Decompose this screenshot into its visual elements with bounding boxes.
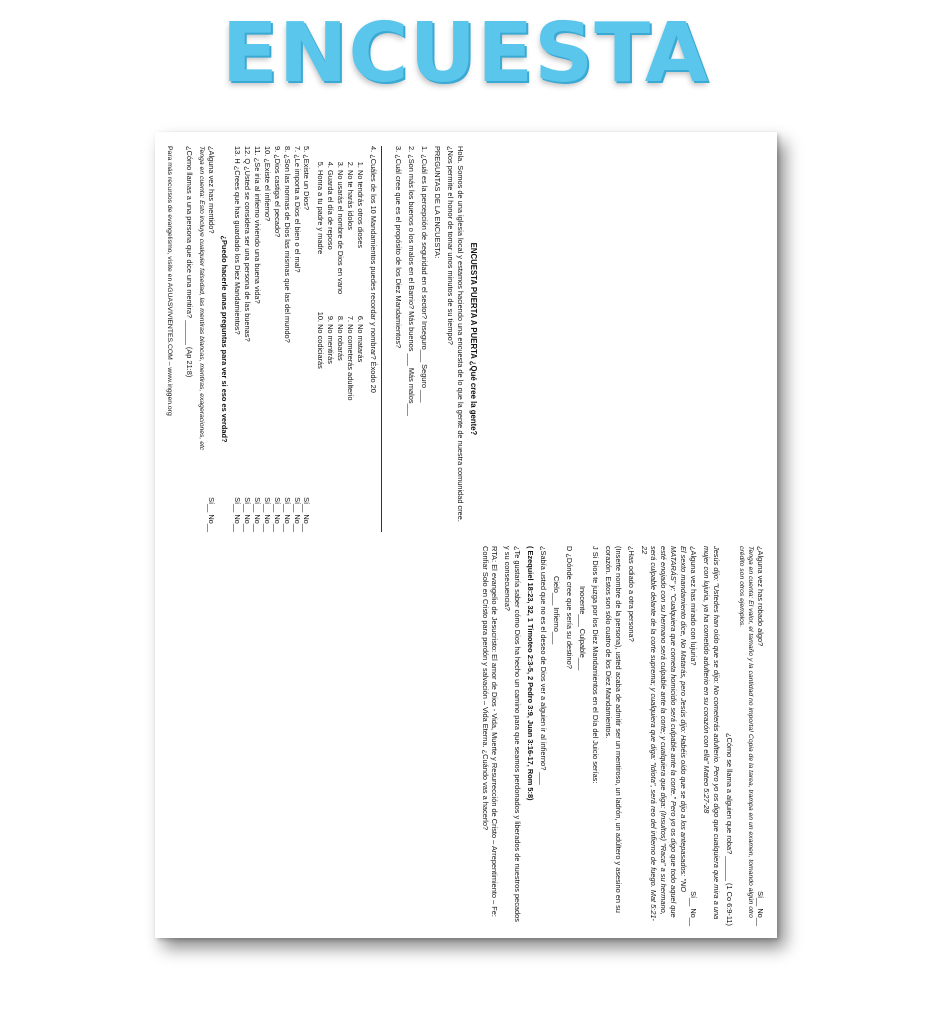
- yes-no-question: 9. ¿Dios castiga el pecado?: [272, 146, 282, 238]
- judge-answer: Inocente___ Culpable___: [577, 586, 587, 671]
- yes-no-row: [262, 146, 272, 532]
- yes-no-answer: Sí__ No__: [272, 497, 282, 532]
- gospel-answer: RTA: El evangelio de Jesucristo: El amor de Dios - Vida, Muerte y Resurrección de Cristo – Arrepentimiento – Fe: Confiar Solo en Cristo para perdón y salvación – Vida Eterna. ¿Cuándo vas a hacerlo?: [480, 546, 500, 917]
- lie-answer: Sí__ No__: [207, 497, 217, 532]
- lust-question: ¿Alguna vez has mirado con lujuria?: [689, 546, 699, 666]
- yes-no-answer: Sí__ No__: [282, 497, 292, 532]
- commandments-second: [316, 312, 366, 400]
- commandment-item: 7. No cometerás adulterio: [345, 324, 355, 400]
- yes-no-answer: Sí__ No__: [262, 497, 272, 532]
- lust-answer: Sí__ No__: [689, 891, 699, 926]
- commandments-list: [316, 158, 366, 532]
- yes-no-row: [282, 146, 292, 532]
- question-4: 4. ¿Cuáles de los 10 Mandamientos puedes recordar y nombrar? Éxodo 20: [369, 146, 379, 393]
- yes-no-question: 5. ¿Existe un Dios?: [302, 146, 312, 211]
- question-1: 1. ¿Cuál es la percepción de seguridad en el sector? Inseguro___ Seguro ___: [419, 146, 429, 403]
- yes-no-answer: Sí__ No__: [292, 497, 302, 532]
- yes-no-question: 13. H ¿Crees que has guardado los Diez Mandamientos?: [233, 146, 243, 335]
- yes-no-row: [302, 146, 312, 532]
- yes-no-question: 10. ¿Existe el infierno?: [262, 146, 272, 222]
- ask-permission: ¿Puedo hacerle unas preguntas para ver si eso es verdad?: [220, 235, 230, 443]
- survey-page-right: [465, 546, 765, 926]
- commandment-item: 6. No matarás: [355, 324, 365, 400]
- thief-question: ¿Cómo se llama a alguien que roba? ______ (1 Co 6:9-11): [724, 733, 734, 926]
- survey-intro: Hola. Somos de una iglesia local y estamos haciendo una encuesta de lo que la gente de nuestra comunidad cree. ¿Nos permite el honor de tomar unos minutos de su tiempo?: [445, 146, 465, 522]
- commandment-item: 8. No robarás: [335, 324, 345, 400]
- yes-no-answer: Sí__ No__: [252, 497, 262, 532]
- destiny-answer: Cielo___ Infierno___: [552, 576, 562, 645]
- yes-no-answer: Sí__ No__: [242, 497, 252, 532]
- lie-question: ¿Alguna vez has mentido?: [207, 146, 217, 234]
- yes-no-question: 11. ¿Se iría al infierno viviendo una buena vida?: [252, 146, 262, 304]
- god-wish-question: ¿Sabía usted que no es el deseo de Dios ver a alguien ir al infierno? ___: [539, 546, 549, 785]
- yes-no-question: 8. ¿Son las normas de Dios las mismas que las del mundo?: [282, 146, 292, 343]
- commandments-first: [316, 158, 366, 294]
- answer-line: [381, 146, 390, 532]
- yes-no-row: [242, 146, 252, 532]
- commandment-item: 10. No codiciarás: [316, 324, 326, 400]
- lust-question-row: [688, 546, 698, 926]
- banner-title: ENCUESTA: [221, 6, 710, 101]
- question-2: 2. ¿Son más los buenos o los malos en el Barrio? Más buenos ___ Más malos___: [406, 146, 416, 416]
- lie-note: Tenga en cuenta: Esto incluye cualquier falsedad, las mentiras blancas, mentiras, exageraciones, etc: [198, 146, 206, 451]
- footer-resources: Para más recursos de evangelismo, visite en AGUASVIVIENTES.COM – www.inggen.org: [166, 146, 174, 416]
- commandment-item: 3. No usarás el nombre de Dios en vano: [335, 170, 345, 294]
- commandment-item: 4. Guarda el día de reposo: [325, 170, 335, 294]
- bible-references: ( Ezequiel 18:23, 32, 1 Timoteo 2:3-5, 2 Pedro 3:9, Juan 3:16-17, Rom 5:8): [526, 546, 536, 801]
- question-3: 3. ¿Cuál cree que es el propósito de los Diez Mandamientos?: [393, 146, 403, 349]
- jesus-quote: Jesús dijo: "Ustedes han oído que se dijo: No cometerás adulterio. Pero yo os digo que cualquiera que mira a una mujer con lujuria, ya ha cometido adulterio en su corazón con ella" Mateo 5:27-28: [702, 546, 721, 920]
- yes-no-row: [252, 146, 262, 532]
- commandment-item: 5. Honra a tu padre y madre: [316, 170, 326, 294]
- yes-no-row: [272, 146, 282, 532]
- yes-no-answer: Sí__ No__: [233, 497, 243, 532]
- commandment-item: 9. No mentirás: [325, 324, 335, 400]
- yes-no-row: [232, 146, 242, 532]
- steal-note: Tenga en cuenta: El valor, el tamaño y la cantidad no importa! Copia de la tarea, trampa en un examen, tomando algún otro crédito son otros ejemplos.: [737, 546, 755, 918]
- confession-text: (Inserte nombre de la persona), usted acaba de admitir ser un mentiroso, un ladrón, un adúltero y asesino en su corazón. Estos son sólo cuatro de los Diez Mandamientos.: [603, 546, 623, 913]
- yes-no-questions: [232, 146, 311, 532]
- steal-answer: Sí__ No__: [756, 891, 765, 926]
- yes-no-answer: Sí__ No__: [302, 497, 312, 532]
- yes-no-row: [292, 146, 302, 532]
- section-heading: PREGUNTAS DE LA ENCUESTA:: [432, 146, 442, 259]
- lie-question-row: [206, 146, 216, 532]
- destiny-question: D ¿Dónde cree que sería su destino?: [564, 546, 574, 669]
- survey-page-left: [166, 146, 478, 532]
- commandment-item: 1. No tendrás otros dioses: [355, 170, 365, 294]
- survey-title: ENCUESTA PUERTA A PUERTA ¿Qué cree la gente?: [469, 242, 478, 436]
- steal-question: ¿Alguna vez has robado algo?: [756, 546, 765, 647]
- commandment-item: 2. No te harás ídolos: [345, 170, 355, 294]
- steal-question-row: [755, 546, 765, 926]
- liar-question: ¿Cómo llamas a una persona que dice una mentira? ______ (Ap 21:8): [185, 146, 195, 378]
- judge-question: J Si Dios te juzga por los Diez Mandamientos en el Día del Juicio serías:: [590, 546, 600, 784]
- sixth-commandment-text: El sexto mandamiento dice, No Matarás, pero Jesús dijo: Habéis oído que se dijo a los antepasados: "NO MATARÁS" y: "Cualquiera que cometa homicidio será culpable ante la corte." Pero yo os digo que todo aquel que esté enojado con su hermano será culpable ante la corte; y cualquiera que diga: (Insultos) "Raca" a su hermano, será culpable delante de la corte suprema; y cualquiera que diga: "Idiota", será reo del infierno de fuego. Mat 5:21-22: [639, 546, 689, 922]
- way-question: ¿Te gustaría saber cómo Dios ha hecho un camino para que seamos perdonados y liberados de nuestros pecados y su consecuencia?: [503, 546, 523, 922]
- hate-question: ¿Has odiado a otra persona?: [626, 546, 636, 642]
- yes-no-question: 7. ¿Le importa a Dios el bien o el mal?: [292, 146, 302, 273]
- yes-no-question: 12. Q ¿Usted se considera ser una persona de las buenas?: [242, 146, 252, 342]
